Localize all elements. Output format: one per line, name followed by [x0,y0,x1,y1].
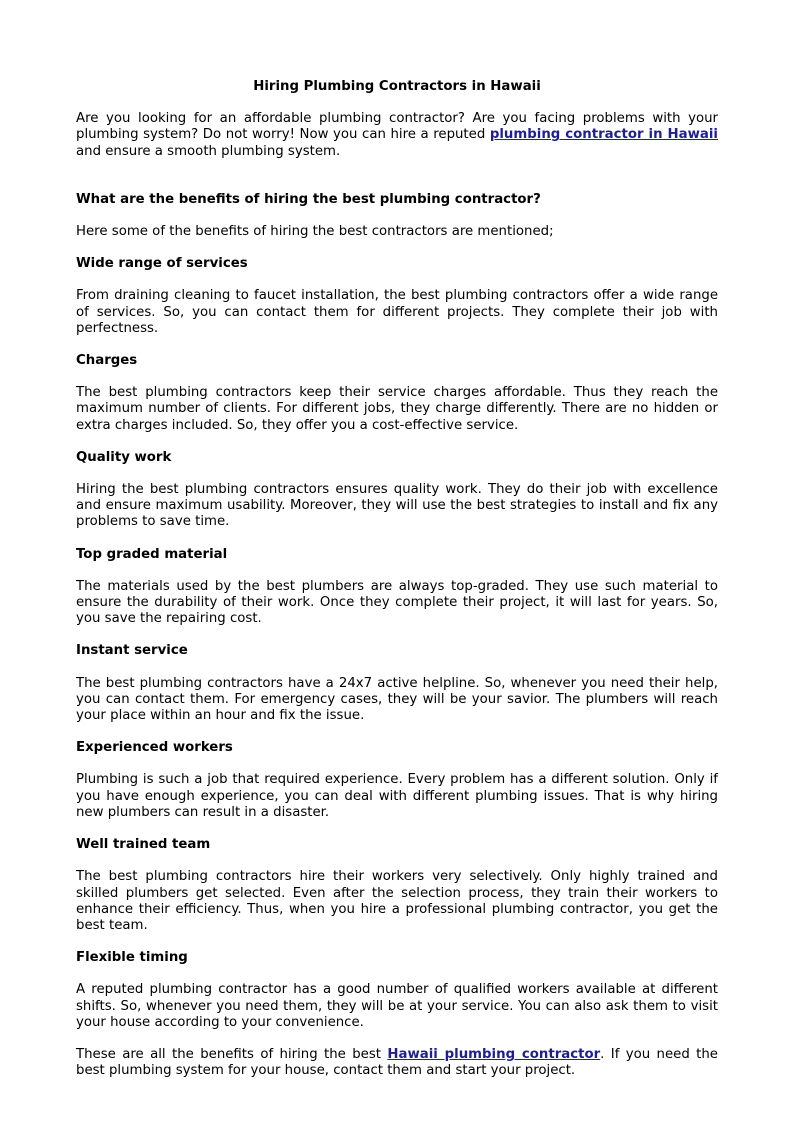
benefits-lead-text: Here some of the benefits of hiring the best contractors are mentioned; [76,224,554,240]
section-body-charges: The best plumbing contractors keep their service charges affordable. Thus they reach the maximum number of clients. For different jobs, they charge differently. There are no hidden or extra charges included. So, they offer you a cost-effective service. [76,385,718,433]
section-heading-quality-work: Quality work [76,449,172,465]
intro-text-after: and ensure a smooth plumbing system. [76,143,341,159]
section-heading-flexible-timing: Flexible timing [76,950,188,966]
hawaii-plumbing-contractor-link[interactable]: Hawaii plumbing contractor [387,1046,601,1062]
section-body-well-trained-team: The best plumbing contractors hire their workers very selectively. Only highly trained and skilled plumbers get selected. Even after the selection process, they train their workers to enhance their efficiency. Thus, when you hire a professional plumbing contractor, you get the best team. [76,869,718,933]
document-page [76,79,718,1079]
section-body-experienced-workers: Plumbing is such a job that required experience. Every problem has a different solution. Only if you have enough experience, you can deal with different plumbing issues. That is why hiring new plumbers can result in a disaster. [76,772,718,820]
intro-text-before: Are you looking for an affordable plumbing contractor? Are you facing problems with your plumbing system? Do not worry! Now you can hire a reputed [76,111,718,143]
section-heading-wide-range: Wide range of services [76,256,248,272]
section-body-flexible-timing: A reputed plumbing contractor has a good number of qualified workers available at different shifts. So, whenever you need them, they will be at your service. You can also ask them to visit your house according to your convenience. [76,982,718,1030]
section-body-instant-service: The best plumbing contractors have a 24x7 active helpline. So, whenever you need their help, you can contact them. For emergency cases, they will be your savior. The plumbers will reach your place within an hour and fix the issue. [76,675,718,724]
page-title: Hiring Plumbing Contractors in Hawaii [253,79,541,94]
section-body-wide-range: From draining cleaning to faucet installation, the best plumbing contractors offer a wide range of services. So, you can contact them for different projects. They complete their job with perfectness. [76,288,718,336]
section-heading-instant-service: Instant service [76,643,188,659]
plumbing-contractor-link[interactable]: plumbing contractor in Hawaii [489,127,718,143]
section-heading-top-graded-material: Top graded material [76,546,228,562]
section-body-top-graded-material: The materials used by the best plumbers are always top-graded. They use such material to ensure the durability of their work. Once they complete their project, it will last for years. So, you save the repairing cost. [76,578,718,627]
benefits-question-heading: What are the benefits of hiring the best plumbing contractor? [76,191,541,207]
closing-text-after: . If you need the best plumbing system for your house, contact them and start your project. [76,1046,718,1079]
closing-paragraph [76,1047,718,1079]
section-heading-charges: Charges [76,353,138,369]
section-body-quality-work: Hiring the best plumbing contractors ensures quality work. They do their job with excellence and ensure maximum usability. Moreover, they will use the best strategies to install and fix any problems to save time. [76,482,718,530]
closing-text-before: These are all the benefits of hiring the best [76,1046,388,1062]
section-heading-well-trained-team: Well trained team [76,837,211,853]
intro-paragraph [76,111,718,160]
section-heading-experienced-workers: Experienced workers [76,740,233,756]
